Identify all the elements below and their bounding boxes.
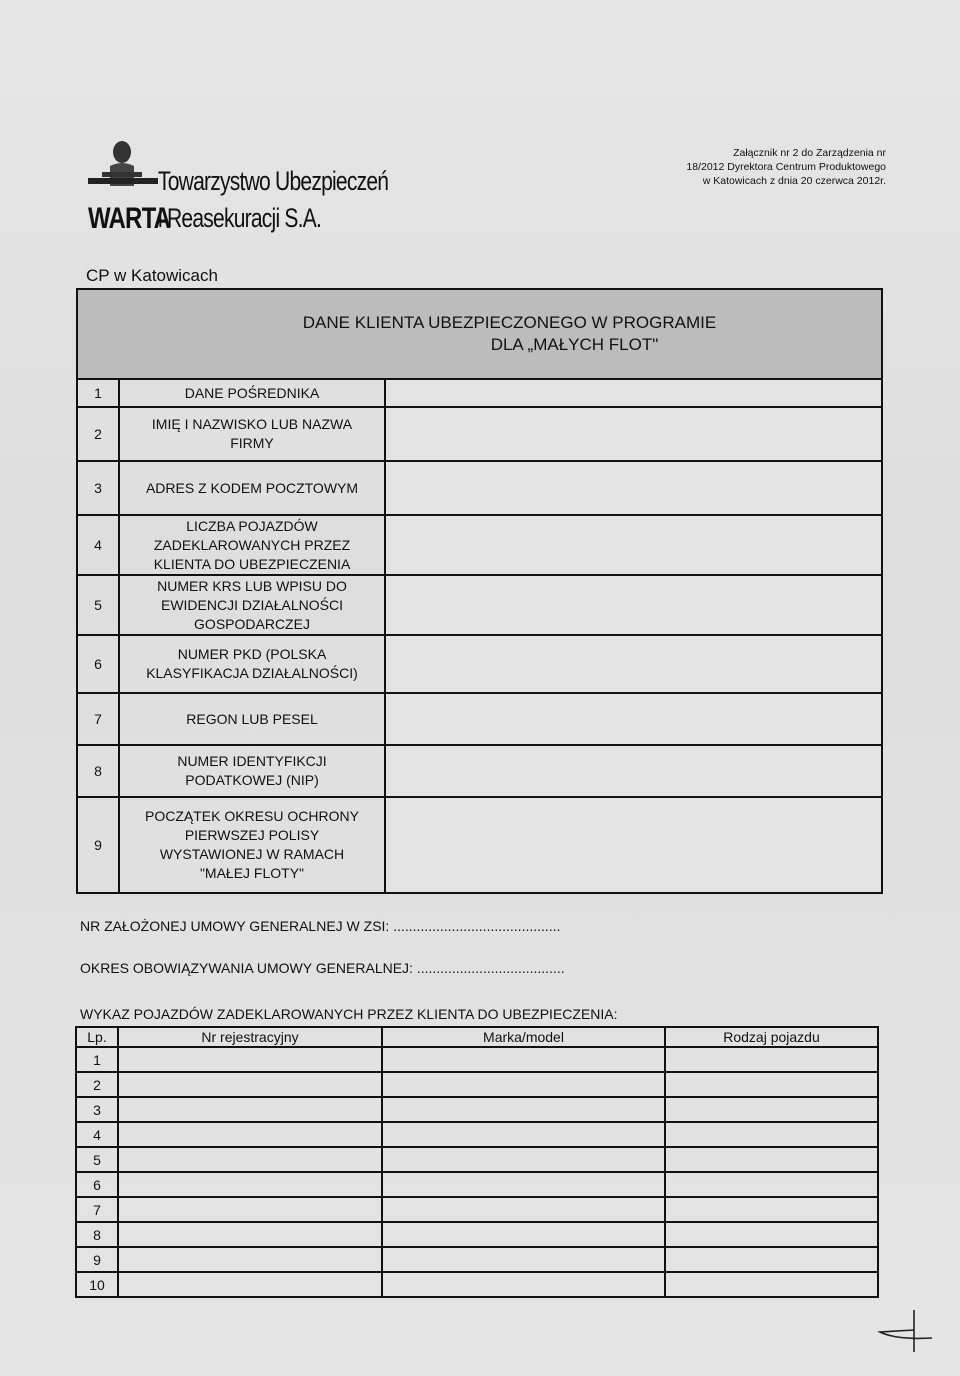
registration-cell[interactable] (118, 1147, 382, 1172)
field-start-date[interactable] (385, 797, 882, 893)
vehicle-type-cell[interactable] (665, 1272, 878, 1297)
field-intermediary[interactable] (385, 379, 882, 407)
row-number: 3 (77, 461, 119, 515)
make-model-cell[interactable] (382, 1272, 665, 1297)
vehicle-rows (76, 1047, 878, 1297)
table-row (76, 1172, 878, 1197)
row-label-name: IMIĘ I NAZWISKO LUB NAZWA FIRMY (119, 407, 385, 461)
vehicle-type-cell[interactable] (665, 1197, 878, 1222)
make-model-cell[interactable] (382, 1197, 665, 1222)
warta-logo (88, 138, 389, 238)
row-label-nip: NUMER IDENTYFIKCJI PODATKOWEJ (NIP) (119, 745, 385, 797)
row-number: 5 (77, 575, 119, 635)
row-number: 8 (77, 745, 119, 797)
row-lp: 2 (76, 1072, 118, 1097)
registration-cell[interactable] (118, 1197, 382, 1222)
registration-cell[interactable] (118, 1272, 382, 1297)
branch-heading: CP w Katowicach (86, 266, 218, 285)
vehicle-list-title: WYKAZ POJAZDÓW ZADEKLAROWANYCH PRZEZ KLIENTA DO UBEZPIECZENIA: (80, 1006, 618, 1022)
annex-line-3: w Katowicach z dnia 20 czerwca 2012r. (702, 175, 886, 187)
row-label-address: ADRES Z KODEM POCZTOWYM (119, 461, 385, 515)
row-label-pkd: NUMER PKD (POLSKA KLASYFIKACJA DZIAŁALNOŚCI) (119, 635, 385, 693)
vehicle-list-table (75, 1026, 879, 1298)
annex-note (626, 146, 886, 188)
field-regon[interactable] (385, 693, 882, 745)
vehicle-type-cell[interactable] (665, 1047, 878, 1072)
table-row (76, 1197, 878, 1222)
logo-company-line1: Towarzystwo Ubezpieczeń (158, 166, 389, 196)
table-row (76, 1147, 878, 1172)
row-lp: 1 (76, 1047, 118, 1072)
field-address[interactable] (385, 461, 882, 515)
make-model-cell[interactable] (382, 1247, 665, 1272)
row-label-intermediary: DANE POŚREDNIKA (119, 379, 385, 407)
make-model-cell[interactable] (382, 1172, 665, 1197)
row-number: 7 (77, 693, 119, 745)
handwritten-mark-icon (874, 1306, 934, 1356)
logo-brand: WARTA (88, 202, 171, 235)
row-label-start-date: POCZĄTEK OKRESU OCHRONY PIERWSZEJ POLISY WYSTAWIONEJ W RAMACH "MAŁEJ FLOTY" (119, 797, 385, 893)
annex-line-2: 18/2012 Dyrektora Centrum Produktowego (686, 161, 886, 173)
row-lp: 4 (76, 1122, 118, 1147)
contract-number-line[interactable]: NR ZAŁOŻONEJ UMOWY GENERALNEJ W ZSI: ........................................... (80, 918, 561, 934)
row-number: 2 (77, 407, 119, 461)
col-header-make-model: Marka/model (382, 1027, 665, 1047)
table-row (76, 1122, 878, 1147)
row-lp: 10 (76, 1272, 118, 1297)
vehicle-type-cell[interactable] (665, 1172, 878, 1197)
row-label-regon: REGON LUB PESEL (119, 693, 385, 745)
row-lp: 9 (76, 1247, 118, 1272)
warta-emblem-icon (88, 138, 168, 208)
col-header-vehicle-type: Rodzaj pojazdu (665, 1027, 878, 1047)
col-header-registration: Nr rejestracyjny (118, 1027, 382, 1047)
form-title-line1: DANE KLIENTA UBEZPIECZONEGO W PROGRAMIE (302, 313, 717, 332)
row-number: 6 (77, 635, 119, 693)
vehicle-type-cell[interactable] (665, 1147, 878, 1172)
make-model-cell[interactable] (382, 1047, 665, 1072)
table-row (76, 1272, 878, 1297)
table-row (76, 1097, 878, 1122)
make-model-cell[interactable] (382, 1097, 665, 1122)
registration-cell[interactable] (118, 1122, 382, 1147)
row-lp: 8 (76, 1222, 118, 1247)
row-label-vehicle-count: LICZBA POJAZDÓW ZADEKLAROWANYCH PRZEZ KLIENTA DO UBEZPIECZENIA (119, 515, 385, 575)
registration-cell[interactable] (118, 1072, 382, 1097)
row-lp: 3 (76, 1097, 118, 1122)
table-row (76, 1222, 878, 1247)
row-number: 4 (77, 515, 119, 575)
col-header-lp: Lp. (76, 1027, 118, 1047)
registration-cell[interactable] (118, 1222, 382, 1247)
field-krs[interactable] (385, 575, 882, 635)
registration-cell[interactable] (118, 1097, 382, 1122)
table-row (76, 1047, 878, 1072)
row-label-krs: NUMER KRS LUB WPISU DO EWIDENCJI DZIAŁALNOŚCI GOSPODARCZEJ (119, 575, 385, 635)
vehicle-type-cell[interactable] (665, 1072, 878, 1097)
table-row (76, 1072, 878, 1097)
field-nip[interactable] (385, 745, 882, 797)
field-name[interactable] (385, 407, 882, 461)
vehicle-type-cell[interactable] (665, 1122, 878, 1147)
contract-period-line[interactable]: OKRES OBOWIĄZYWANIA UMOWY GENERALNEJ: ...................................... (80, 960, 565, 976)
annex-line-1: Załącznik nr 2 do Zarządzenia nr (733, 147, 886, 159)
make-model-cell[interactable] (382, 1222, 665, 1247)
form-title-line2: DLA „MAŁYCH FLOT" (490, 335, 659, 354)
logo-company-line2: i Reasekuracji S.A. (158, 203, 322, 233)
row-number: 9 (77, 797, 119, 893)
registration-cell[interactable] (118, 1247, 382, 1272)
vehicle-type-cell[interactable] (665, 1247, 878, 1272)
vehicle-type-cell[interactable] (665, 1097, 878, 1122)
registration-cell[interactable] (118, 1172, 382, 1197)
row-lp: 5 (76, 1147, 118, 1172)
make-model-cell[interactable] (382, 1072, 665, 1097)
field-pkd[interactable] (385, 635, 882, 693)
row-lp: 6 (76, 1172, 118, 1197)
field-vehicle-count[interactable] (385, 515, 882, 575)
row-lp: 7 (76, 1197, 118, 1222)
table-row (76, 1247, 878, 1272)
make-model-cell[interactable] (382, 1122, 665, 1147)
vehicle-type-cell[interactable] (665, 1222, 878, 1247)
row-number: 1 (77, 379, 119, 407)
make-model-cell[interactable] (382, 1147, 665, 1172)
client-data-table (76, 288, 883, 894)
registration-cell[interactable] (118, 1047, 382, 1072)
form-title-cell (77, 289, 882, 379)
